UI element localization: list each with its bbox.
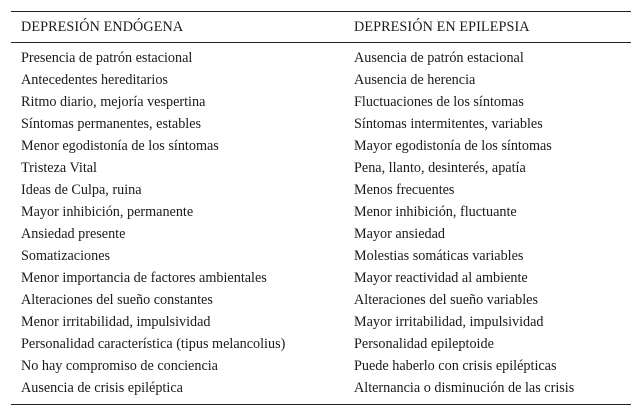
cell-epilepsy: Alteraciones del sueño variables xyxy=(354,291,538,308)
cell-endogenous: Ideas de Culpa, ruina xyxy=(21,181,142,198)
cell-epilepsy: Puede haberlo con crisis epilépticas xyxy=(354,357,557,374)
table-row xyxy=(11,135,631,157)
cell-epilepsy: Alternancia o disminución de las crisis xyxy=(354,379,575,396)
cell-endogenous: Menor egodistonía de los síntomas xyxy=(21,137,219,154)
table-body xyxy=(11,43,631,405)
cell-epilepsy: Menor inhibición, fluctuante xyxy=(354,203,517,220)
cell-endogenous: Mayor inhibición, permanente xyxy=(21,203,194,220)
table-row xyxy=(11,223,631,245)
cell-epilepsy: Mayor irritabilidad, impulsividad xyxy=(354,313,544,330)
cell-endogenous: Personalidad característica (tipus melancolius) xyxy=(21,335,286,352)
comparison-table-container xyxy=(11,11,631,405)
cell-endogenous: Ausencia de crisis epiléptica xyxy=(21,379,183,396)
table-row xyxy=(11,91,631,113)
cell-epilepsy: Ausencia de herencia xyxy=(354,71,476,88)
cell-endogenous: No hay compromiso de conciencia xyxy=(21,357,218,374)
table-row xyxy=(11,179,631,201)
cell-epilepsy: Mayor egodistonía de los síntomas xyxy=(354,137,552,154)
cell-epilepsy: Molestias somáticas variables xyxy=(354,247,524,264)
table-row xyxy=(11,157,631,179)
comparison-table xyxy=(11,11,631,405)
table-row xyxy=(11,355,631,377)
cell-epilepsy: Menos frecuentes xyxy=(354,181,455,198)
table-row xyxy=(11,245,631,267)
cell-epilepsy: Fluctuaciones de los síntomas xyxy=(354,93,524,110)
cell-epilepsy: Síntomas intermitentes, variables xyxy=(354,115,543,132)
cell-endogenous: Tristeza Vital xyxy=(21,159,97,176)
header-epilepsy-depression: DEPRESIÓN EN EPILEPSIA xyxy=(354,18,530,35)
cell-endogenous: Ritmo diario, mejoría vespertina xyxy=(21,93,206,110)
cell-endogenous: Menor importancia de factores ambientales xyxy=(21,269,267,286)
table-row xyxy=(11,43,631,70)
cell-epilepsy: Mayor ansiedad xyxy=(354,225,446,242)
table-row xyxy=(11,69,631,91)
table-row xyxy=(11,289,631,311)
table-row xyxy=(11,267,631,289)
cell-endogenous: Presencia de patrón estacional xyxy=(21,49,193,66)
cell-endogenous: Somatizaciones xyxy=(21,247,111,264)
table-row xyxy=(11,201,631,223)
cell-epilepsy: Personalidad epileptoide xyxy=(354,335,494,352)
cell-endogenous: Síntomas permanentes, estables xyxy=(21,115,202,132)
cell-endogenous: Alteraciones del sueño constantes xyxy=(21,291,213,308)
cell-epilepsy: Mayor reactividad al ambiente xyxy=(354,269,528,286)
cell-endogenous: Menor irritabilidad, impulsividad xyxy=(21,313,211,330)
header-endogenous-depression: DEPRESIÓN ENDÓGENA xyxy=(21,18,184,35)
table-row xyxy=(11,311,631,333)
cell-epilepsy: Pena, llanto, desinterés, apatía xyxy=(354,159,526,176)
table-header-row xyxy=(11,12,631,43)
table-row xyxy=(11,377,631,405)
cell-endogenous: Ansiedad presente xyxy=(21,225,126,242)
cell-endogenous: Antecedentes hereditarios xyxy=(21,71,168,88)
table-row xyxy=(11,333,631,355)
table-row xyxy=(11,113,631,135)
cell-epilepsy: Ausencia de patrón estacional xyxy=(354,49,524,66)
